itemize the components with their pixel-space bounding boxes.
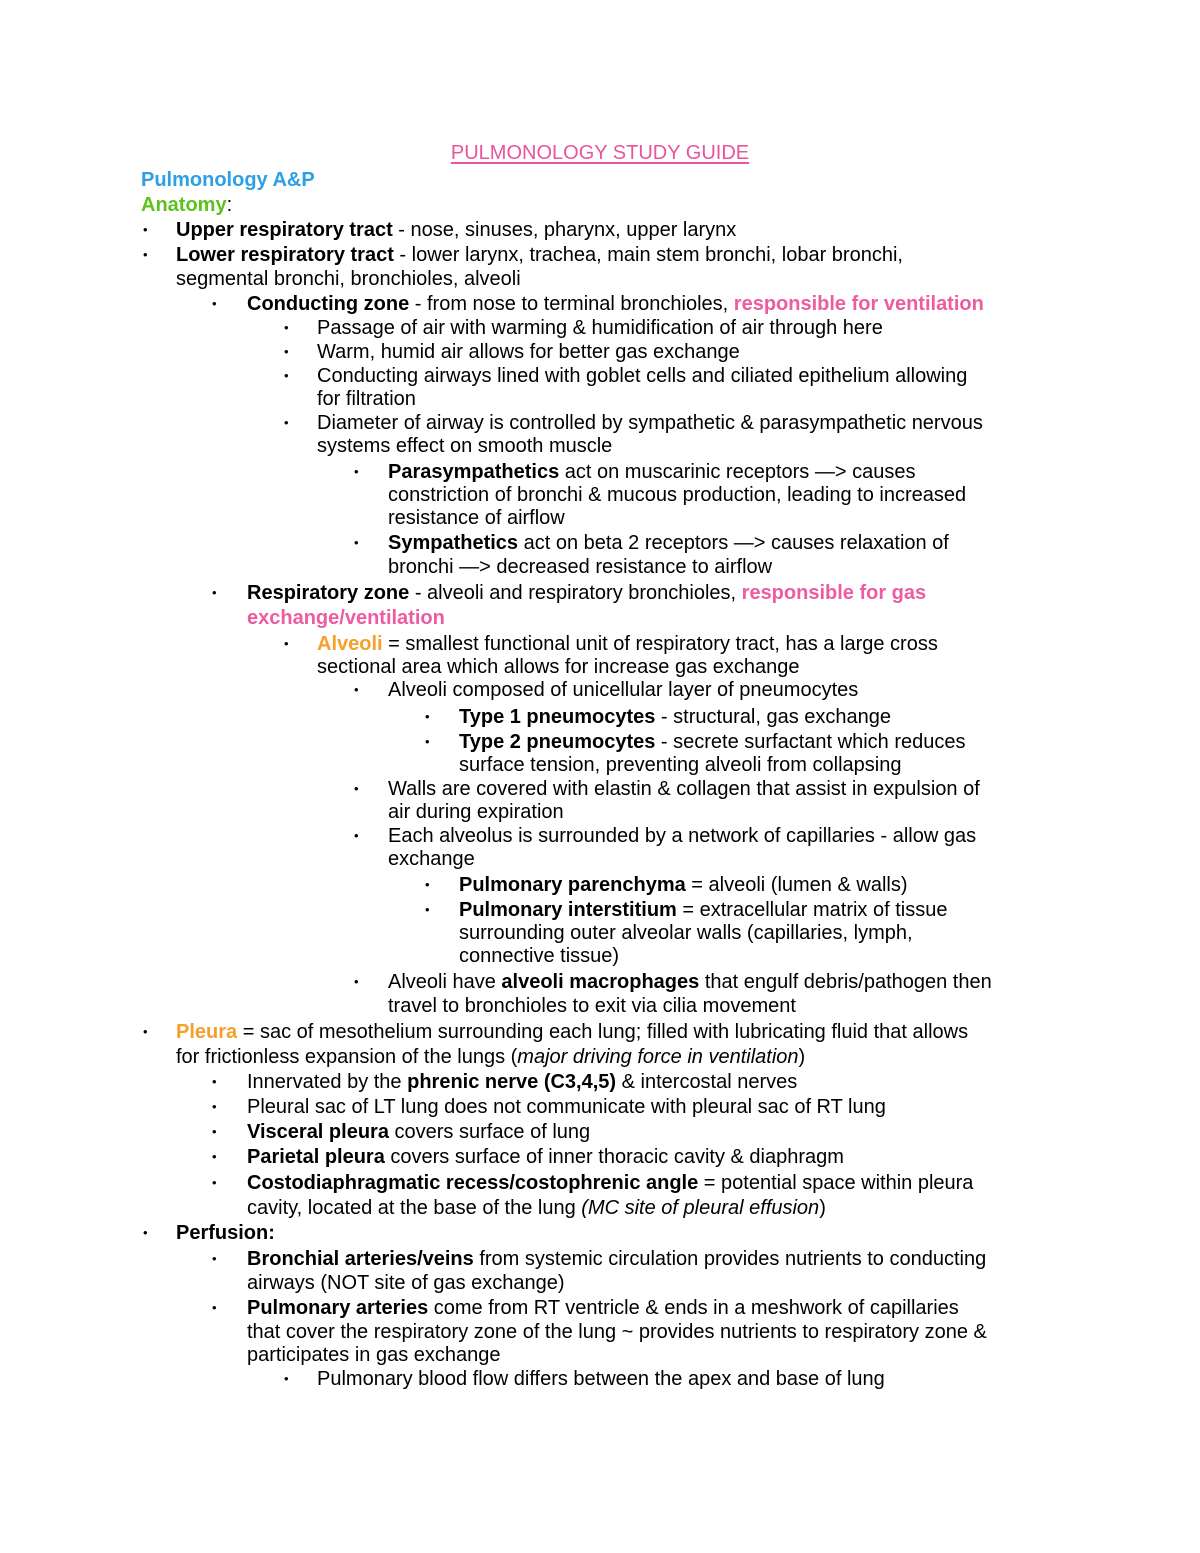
- list-item-cont: sectional area which allows for increase gas exchange: [317, 656, 800, 678]
- list-item: [388, 460, 915, 484]
- list-item: [176, 243, 903, 267]
- term-bold: Bronchial arteries/veins: [247, 1248, 474, 1270]
- bullet-icon: •: [212, 1124, 217, 1139]
- bullet-icon: •: [212, 1074, 217, 1089]
- bullet-icon: •: [212, 1300, 217, 1315]
- list-item-cont: travel to bronchioles to exit via cilia movement: [388, 995, 796, 1017]
- bullet-icon: •: [284, 636, 289, 651]
- list-item: [247, 1247, 986, 1271]
- bullet-icon: •: [143, 1024, 148, 1039]
- item-text: from systemic circulation provides nutrients to conducting: [473, 1248, 987, 1270]
- term-bold: Lower respiratory tract: [176, 244, 394, 266]
- term-bold: phrenic nerve (C3,4,5): [407, 1071, 617, 1093]
- list-item-cont: surrounding outer alveolar walls (capillaries, lymph,: [459, 922, 913, 944]
- list-item: Each alveolus is surrounded by a network of capillaries - allow gas: [388, 825, 977, 847]
- section-heading: [141, 168, 315, 192]
- item-text: ): [798, 1046, 806, 1068]
- item-text: = smallest functional unit of respiratory tract, has a large cross: [382, 633, 938, 655]
- list-item-cont: constriction of bronchi & mucous production, leading to increased: [388, 484, 967, 506]
- list-item: [247, 1120, 590, 1144]
- bullet-icon: •: [284, 415, 289, 430]
- bullet-icon: •: [284, 368, 289, 383]
- highlight-text: Alveoli: [317, 633, 383, 655]
- list-item-cont: participates in gas exchange: [247, 1344, 501, 1366]
- list-item-cont: bronchi —> decreased resistance to airflow: [388, 556, 773, 578]
- list-item: [247, 1070, 797, 1094]
- bullet-icon: •: [354, 682, 359, 697]
- list-item: [176, 1020, 968, 1044]
- bullet-icon: •: [212, 585, 217, 600]
- term-bold: Pulmonary interstitium: [459, 899, 677, 921]
- list-item: [459, 898, 947, 922]
- bullet-icon: •: [354, 974, 359, 989]
- item-text: = extracellular matrix of tissue: [676, 899, 948, 921]
- list-item-cont: air during expiration: [388, 801, 564, 823]
- item-text: - lower larynx, trachea, main stem bronchi, lobar bronchi,: [393, 244, 903, 266]
- list-item-cont: [247, 606, 445, 630]
- list-item-cont: exchange: [388, 848, 475, 870]
- list-item-cont: for filtration: [317, 388, 416, 410]
- item-text: covers surface of lung: [388, 1121, 591, 1143]
- item-text: act on muscarinic receptors —> causes: [559, 461, 916, 483]
- item-text: covers surface of inner thoracic cavity & diaphragm: [384, 1146, 844, 1168]
- list-item: Alveoli composed of unicellular layer of pneumocytes: [388, 679, 859, 701]
- bullet-icon: •: [425, 734, 430, 749]
- list-item-cont: surface tension, preventing alveoli from collapsing: [459, 754, 902, 776]
- item-text: = potential space within pleura: [698, 1172, 974, 1194]
- list-item: Passage of air with warming & humidification of air through here: [317, 317, 883, 339]
- item-text: - structural, gas exchange: [655, 706, 892, 728]
- highlight-text: exchange/ventilation: [247, 607, 445, 629]
- list-item: Walls are covered with elastin & collagen that assist in expulsion of: [388, 778, 980, 800]
- list-item: Pulmonary blood flow differs between the apex and base of lung: [317, 1368, 885, 1390]
- list-item-cont: that cover the respiratory zone of the lung ~ provides nutrients to respiratory zone &: [247, 1321, 987, 1343]
- item-text: - secrete surfactant which reduces: [655, 731, 966, 753]
- term-bold: Sympathetics: [388, 532, 519, 554]
- bullet-icon: •: [212, 296, 217, 311]
- term-bold: Conducting zone: [247, 293, 410, 315]
- page-title: PULMONOLOGY STUDY GUIDE: [450, 142, 750, 164]
- list-item-cont: [176, 1045, 805, 1069]
- term-bold: Visceral pleura: [247, 1121, 389, 1143]
- bullet-icon: •: [212, 1175, 217, 1190]
- term-bold: Respiratory zone: [247, 582, 410, 604]
- bullet-icon: •: [143, 247, 148, 262]
- item-text: ): [819, 1197, 826, 1219]
- bullet-icon: •: [284, 320, 289, 335]
- term-bold: Parasympathetics: [388, 461, 560, 483]
- bullet-icon: •: [212, 1099, 217, 1114]
- list-item: [317, 632, 938, 656]
- list-item-cont: resistance of airflow: [388, 507, 565, 529]
- term-bold: alveoli macrophages: [501, 971, 700, 993]
- list-item: [247, 581, 926, 605]
- bullet-icon: •: [354, 781, 359, 796]
- item-text: - nose, sinuses, pharynx, upper larynx: [392, 219, 737, 241]
- item-text: act on beta 2 receptors —> causes relaxation of: [518, 532, 949, 554]
- bullet-icon: •: [354, 828, 359, 843]
- bullet-icon: •: [143, 1225, 148, 1240]
- highlight-text: Pleura: [176, 1021, 238, 1043]
- bullet-icon: •: [284, 344, 289, 359]
- list-item-cont: systems effect on smooth muscle: [317, 435, 613, 457]
- item-text: Alveoli have: [388, 971, 502, 993]
- list-item: [247, 1145, 844, 1169]
- list-item: [247, 292, 984, 316]
- item-text: - alveoli and respiratory bronchioles,: [409, 582, 742, 604]
- anatomy-heading: [141, 193, 232, 217]
- item-text: come from RT ventricle & ends in a meshwork of capillaries: [428, 1297, 959, 1319]
- highlight-text: responsible for ventilation: [733, 293, 984, 315]
- term-bold: Perfusion:: [176, 1222, 275, 1244]
- list-item: Pleural sac of LT lung does not communicate with pleural sac of RT lung: [247, 1096, 886, 1118]
- item-text: = sac of mesothelium surrounding each lung; filled with lubricating fluid that allows: [237, 1021, 969, 1043]
- anatomy-heading-text: Anatomy: [141, 194, 227, 216]
- list-item: [388, 970, 992, 994]
- bullet-icon: •: [425, 902, 430, 917]
- item-text: for frictionless expansion of the lungs (: [176, 1046, 518, 1068]
- anatomy-colon: :: [226, 194, 233, 216]
- list-item: [176, 218, 736, 242]
- list-item-cont: segmental bronchi, bronchioles, alveoli: [176, 268, 521, 290]
- term-bold: Pulmonary parenchyma: [459, 874, 686, 896]
- bullet-icon: •: [212, 1251, 217, 1266]
- list-item: Warm, humid air allows for better gas exchange: [317, 341, 740, 363]
- bullet-icon: •: [284, 1371, 289, 1386]
- list-item: Diameter of airway is controlled by sympathetic & parasympathetic nervous: [317, 412, 983, 434]
- list-item: Conducting airways lined with goblet cells and ciliated epithelium allowing: [317, 365, 968, 387]
- term-bold: Parietal pleura: [247, 1146, 385, 1168]
- list-item: [388, 531, 949, 555]
- item-text: Innervated by the: [247, 1071, 408, 1093]
- bullet-icon: •: [354, 464, 359, 479]
- section-heading-text: Pulmonology A&P: [141, 169, 315, 191]
- item-text: cavity, located at the base of the lung: [247, 1197, 582, 1219]
- item-text: that engulf debris/pathogen then: [699, 971, 992, 993]
- list-item: [459, 873, 908, 897]
- bullet-icon: •: [425, 877, 430, 892]
- bullet-icon: •: [212, 1149, 217, 1164]
- italic-text: (MC site of pleural effusion: [581, 1197, 820, 1219]
- list-item-cont: connective tissue): [459, 945, 620, 967]
- term-bold: Costodiaphragmatic recess/costophrenic angle: [247, 1172, 699, 1194]
- item-text: & intercostal nerves: [616, 1071, 798, 1093]
- list-item-cont: airways (NOT site of gas exchange): [247, 1272, 565, 1294]
- list-item: [459, 730, 966, 754]
- list-item-cont: [247, 1196, 826, 1220]
- term-bold: Type 2 pneumocytes: [459, 731, 656, 753]
- bullet-icon: •: [354, 535, 359, 550]
- bullet-icon: •: [425, 709, 430, 724]
- highlight-text: responsible for gas: [741, 582, 927, 604]
- bullet-icon: •: [143, 222, 148, 237]
- term-bold: Pulmonary arteries: [247, 1297, 429, 1319]
- item-text: = alveoli (lumen & walls): [685, 874, 908, 896]
- term-bold: Type 1 pneumocytes: [459, 706, 656, 728]
- list-item: [247, 1296, 959, 1320]
- italic-text: major driving force in ventilation: [517, 1046, 799, 1068]
- item-text: - from nose to terminal bronchioles,: [409, 293, 734, 315]
- list-item: [176, 1221, 275, 1245]
- list-item: [247, 1171, 973, 1195]
- list-item: [459, 705, 891, 729]
- term-bold: Upper respiratory tract: [176, 219, 393, 241]
